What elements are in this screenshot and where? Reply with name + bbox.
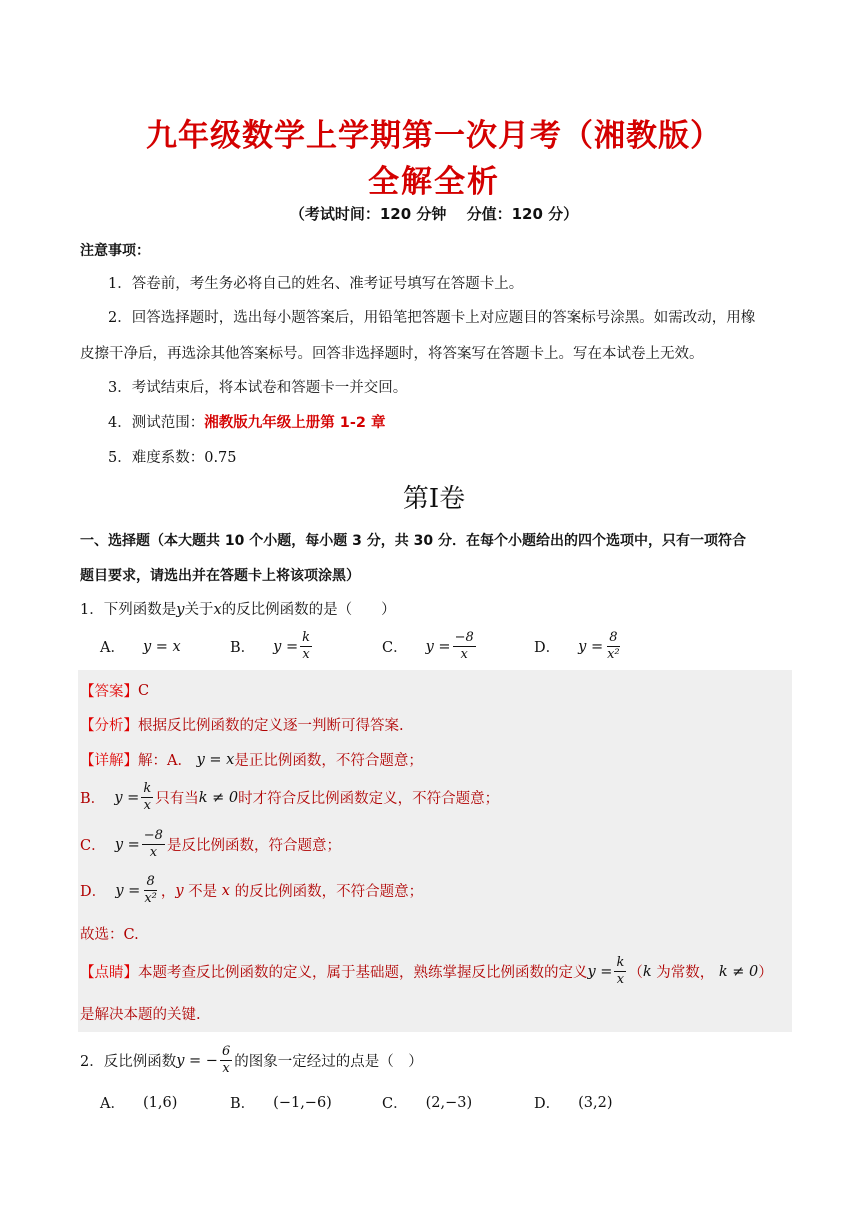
question-1-stem: 1．下列函数是y关于x的反比例函数的是（ ） — [80, 602, 396, 618]
q2-option-d: D． (3,2) — [534, 1094, 613, 1112]
note-item-2 — [80, 300, 792, 372]
note-item-1: 1．答卷前，考生务必将自己的姓名、准考证号填写在答题卡上。 — [108, 276, 524, 292]
q1-detail: 【详解】 解：A． y = x 是正比例函数，不符合题意； — [80, 751, 423, 769]
note-item-4 — [80, 405, 792, 441]
test-range: 湘教版九年级上册第 1-2 章 — [204, 415, 386, 431]
note-item-5: 5．难度系数：0.75 — [108, 450, 237, 466]
fraction: $\frac{k}{x}$ — [616, 955, 625, 987]
q1-choose: 故选：C. — [80, 927, 139, 943]
note-item-2-line1: 2．回答选择题时，选出每小题答案后，用铅笔把答题卡上对应题目的答案标号涂黑。如需改动，用橡 — [108, 310, 756, 326]
q1-option-a: A． y = x — [100, 638, 181, 656]
q1-comment-line2: 是解决本题的关键. — [80, 1007, 201, 1023]
note-item-4-prefix: 4．测试范围： — [108, 415, 205, 431]
section-heading-line2: 题目要求，请选出并在答题卡上将该项涂黑） — [80, 568, 360, 584]
note-item-2-line2: 皮擦干净后，再选涂其他答案标号。回答非选择题时，将答案写在答题卡上。写在本试卷上无效。 — [80, 346, 704, 362]
section-heading-line1: 一、选择题（本大题共 10 个小题，每小题 3 分，共 30 分．在每个小题给出的四个选项中，只有一项符合 — [80, 533, 746, 549]
q1-option-d: D． y = $\frac{8}{\text{x²}}$ — [534, 630, 620, 662]
fraction: $\frac{6}{x}$ — [221, 1044, 231, 1076]
note-item-3: 3．考试结束后，将本试卷和答题卡一并交回。 — [108, 380, 408, 396]
exam-meta: （考试时间：120 分钟 分值：120 分） — [289, 205, 579, 223]
q1-comment: 【点睛】 本题考查反比例函数的定义，属于基础题，熟练掌握反比例函数的定义 y = $\frac{k}{x}$ （ k 为常数， k ≠ 0 ） — [80, 955, 773, 987]
fraction: $\frac{8}{\text{x²}}$ — [607, 630, 620, 662]
q1-detail-d: D． y = $\frac{8}{\text{x²}}$ ， y 不是 x 的反比例函数，不符合题意； — [80, 874, 424, 906]
volume-title: 第Ⅰ卷 — [402, 484, 466, 514]
fraction: $\frac{k}{x}$ — [302, 630, 310, 662]
q2-option-a: A． (1,6) — [100, 1094, 178, 1112]
q1-detail-b: B． y = $\frac{k}{x}$ 只有当 k ≠ 0 时才符合反比例函数定义，不符合题意； — [80, 781, 500, 813]
q2-option-c: C． (2,−3) — [382, 1094, 473, 1112]
q1-detail-c: C． y = $\frac{-8}{x}$ 是反比例函数，符合题意； — [80, 828, 341, 860]
fraction: $\frac{k}{x}$ — [143, 781, 152, 813]
page-subtitle: 全解全析 — [368, 164, 500, 200]
notes-heading: 注意事项： — [80, 243, 150, 259]
question-2-stem: 2．反比例函数 y = − $\frac{6}{x}$ 的图象一定经过的点是（ ） — [80, 1044, 423, 1076]
q1-analysis: 【分析】 根据反比例函数的定义逐一判断可得答案. — [80, 718, 404, 734]
q1-option-c: C． y = $\frac{-8}{x}$ — [382, 630, 474, 662]
fraction: $\frac{-8}{x}$ — [143, 828, 163, 860]
fraction: $\frac{-8}{x}$ — [454, 630, 474, 662]
fraction: $\frac{8}{\text{x²}}$ — [144, 874, 157, 906]
q2-option-b: B． (−1,−6) — [230, 1094, 332, 1112]
section-heading — [80, 524, 792, 594]
q1-answer: 【答案】 C — [80, 682, 150, 700]
page-title: 九年级数学上学期第一次月考（湘教版） — [146, 118, 722, 154]
q1-option-b: B． y = $\frac{k}{x}$ — [230, 630, 310, 662]
